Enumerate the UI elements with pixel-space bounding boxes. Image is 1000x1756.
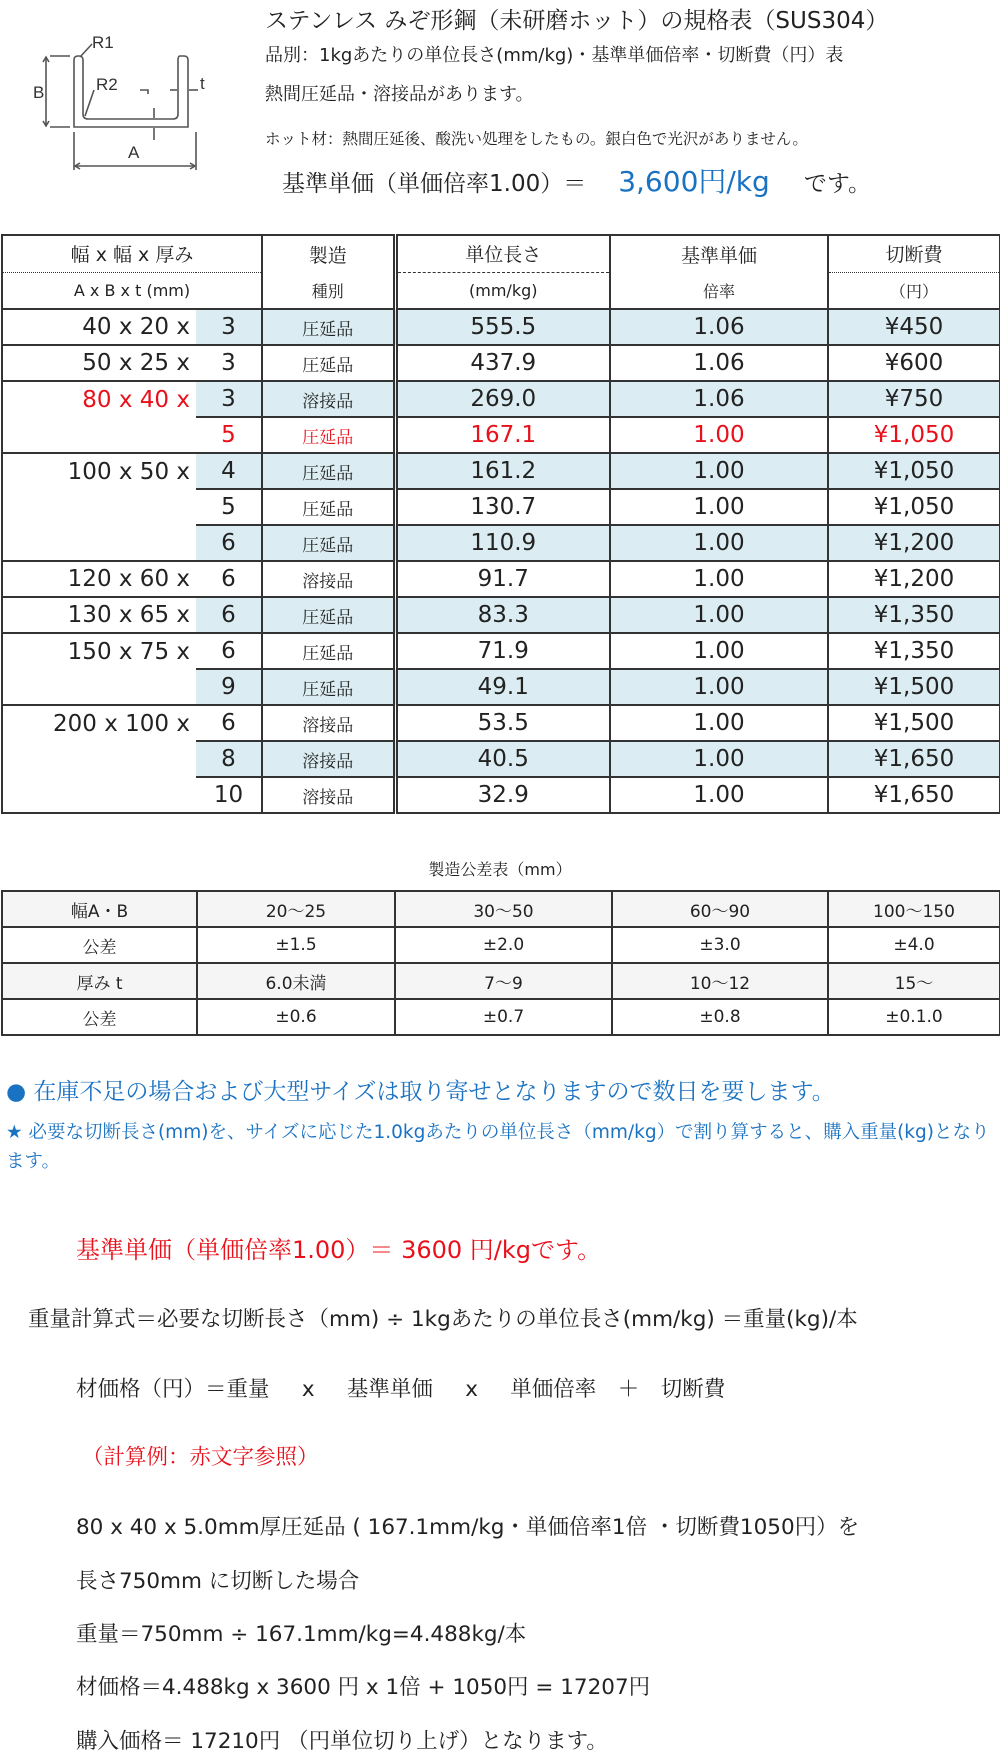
rate-cell: 1.00 — [610, 705, 828, 741]
weight-notice: ★ 必要な切断長さ(mm)を、サイズに応じた1.0kgあたりの単位長さ（mm/kg）で割り算すると、購入重量(kg)となります。 — [6, 1122, 990, 1172]
tolerance-cell: 15〜 — [828, 963, 1000, 999]
length-cell: 40.5 — [395, 741, 610, 777]
thickness-cell: 3 — [196, 381, 262, 417]
table-row-example — [2, 417, 1000, 453]
length-cell: 53.5 — [395, 705, 610, 741]
tolerance-row — [2, 891, 1000, 927]
tolerance-cell: ±0.1.0 — [828, 999, 1000, 1035]
cut-fee-cell: ¥1,350 — [828, 633, 1000, 669]
length-cell: 49.1 — [395, 669, 610, 705]
table-row — [2, 669, 1000, 705]
base-price-label: 基準単価（単価倍率1.00）＝ — [282, 171, 587, 197]
tolerance-table — [1, 890, 1000, 1036]
header-length: 単位長さ — [395, 235, 610, 272]
length-cell: 71.9 — [395, 633, 610, 669]
calc-example-ref: （計算例：赤文字参照） — [82, 1445, 319, 1470]
table-row — [2, 705, 1000, 741]
size-cell — [2, 489, 196, 525]
size-cell: 80 x 40 x — [2, 381, 196, 417]
length-cell: 437.9 — [395, 345, 610, 381]
table-row — [2, 777, 1000, 813]
thickness-cell: 10 — [196, 777, 262, 813]
example-line: 80 x 40 x 5.0mm厚圧延品 ( 167.1mm/kg・単価倍率1倍 ・切断費1050円）を — [76, 1515, 860, 1540]
size-cell: 100 x 50 x — [2, 453, 196, 489]
type-cell: 圧延品 — [262, 309, 395, 345]
tolerance-cell: 60〜90 — [612, 891, 828, 927]
tolerance-cell: ±2.0 — [395, 927, 612, 963]
thickness-cell: 6 — [196, 561, 262, 597]
table-row — [2, 381, 1000, 417]
cut-fee-cell: ¥1,650 — [828, 741, 1000, 777]
tolerance-cell: 6.0未満 — [197, 963, 395, 999]
type-cell: 圧延品 — [262, 489, 395, 525]
svg-text:R2: R2 — [96, 75, 118, 94]
cut-fee-cell: ¥1,050 — [828, 417, 1000, 453]
tolerance-cell: 7〜9 — [395, 963, 612, 999]
spec-header-row-1 — [2, 235, 1000, 272]
rate-cell: 1.00 — [610, 741, 828, 777]
type-cell: 圧延品 — [262, 669, 395, 705]
tolerance-title: 製造公差表（mm） — [428, 860, 572, 879]
tolerance-cell: 20〜25 — [197, 891, 395, 927]
tolerance-cell: 100〜150 — [828, 891, 1000, 927]
cut-fee-cell: ¥1,350 — [828, 597, 1000, 633]
table-row — [2, 597, 1000, 633]
rate-cell: 1.00 — [610, 669, 828, 705]
tolerance-cell: 10〜12 — [612, 963, 828, 999]
tolerance-row — [2, 963, 1000, 999]
table-row — [2, 525, 1000, 561]
product-summary: 品別：1kgあたりの単位長さ(mm/kg)・基準単価倍率・切断費（円）表 — [265, 45, 844, 66]
length-cell: 83.3 — [395, 597, 610, 633]
page-title: ステンレス みぞ形鋼（未研磨ホット）の規格表（SUS304） — [265, 8, 889, 34]
tolerance-row — [2, 927, 1000, 963]
table-row — [2, 453, 1000, 489]
header-cut-unit: （円） — [828, 272, 1000, 309]
calc-base-price: 基準単価（単価倍率1.00）＝ 3600 円/kgです。 — [76, 1236, 602, 1264]
rate-cell: 1.00 — [610, 633, 828, 669]
cut-fee-cell: ¥1,200 — [828, 561, 1000, 597]
length-cell: 32.9 — [395, 777, 610, 813]
cut-fee-cell: ¥1,650 — [828, 777, 1000, 813]
size-cell: 150 x 75 x — [2, 633, 196, 669]
table-row — [2, 489, 1000, 525]
cut-fee-cell: ¥1,050 — [828, 489, 1000, 525]
thickness-cell: 9 — [196, 669, 262, 705]
size-cell: 130 x 65 x — [2, 597, 196, 633]
tolerance-label: 公差 — [2, 999, 197, 1035]
length-cell: 269.0 — [395, 381, 610, 417]
rate-cell: 1.00 — [610, 525, 828, 561]
table-row — [2, 561, 1000, 597]
thickness-cell: 6 — [196, 525, 262, 561]
thickness-cell: 4 — [196, 453, 262, 489]
base-price-value: 3,600円/kg — [618, 165, 770, 198]
header-size: 幅 x 幅 x 厚み — [2, 235, 262, 272]
tolerance-cell: ±0.8 — [612, 999, 828, 1035]
thickness-cell: 3 — [196, 345, 262, 381]
thickness-cell: 5 — [196, 489, 262, 525]
type-cell: 圧延品 — [262, 597, 395, 633]
tolerance-cell: ±0.7 — [395, 999, 612, 1035]
cut-fee-cell: ¥1,050 — [828, 453, 1000, 489]
tolerance-cell: ±1.5 — [197, 927, 395, 963]
cut-fee-cell: ¥1,200 — [828, 525, 1000, 561]
table-row — [2, 309, 1000, 345]
size-cell — [2, 777, 196, 813]
example-line: 重量＝750mm ÷ 167.1mm/kg=4.488kg/本 — [76, 1622, 527, 1647]
type-cell: 圧延品 — [262, 453, 395, 489]
header-length-unit: (mm/kg) — [395, 272, 610, 309]
size-cell — [2, 669, 196, 705]
tolerance-cell: ±0.6 — [197, 999, 395, 1035]
cut-fee-cell: ¥1,500 — [828, 669, 1000, 705]
tolerance-cell: ±4.0 — [828, 927, 1000, 963]
rate-cell: 1.00 — [610, 597, 828, 633]
thickness-cell: 3 — [196, 309, 262, 345]
header-type: 製造 — [262, 235, 395, 272]
base-price-suffix: です。 — [803, 171, 871, 197]
thickness-cell: 6 — [196, 597, 262, 633]
size-cell — [2, 741, 196, 777]
type-cell: 圧延品 — [262, 633, 395, 669]
thickness-cell: 5 — [196, 417, 262, 453]
rate-cell: 1.00 — [610, 777, 828, 813]
tolerance-label: 公差 — [2, 927, 197, 963]
channel-cross-section-diagram — [30, 30, 210, 180]
header-cut: 切断費 — [828, 235, 1000, 272]
tolerance-row — [2, 999, 1000, 1035]
rate-cell: 1.06 — [610, 345, 828, 381]
cut-fee-cell: ¥1,500 — [828, 705, 1000, 741]
size-cell — [2, 525, 196, 561]
spec-table — [1, 234, 1000, 814]
svg-text:B: B — [33, 83, 45, 102]
tolerance-cell: 30〜50 — [395, 891, 612, 927]
rate-cell: 1.00 — [610, 417, 828, 453]
header-rate: 基準単価 — [610, 235, 828, 272]
svg-text:A: A — [128, 143, 140, 162]
header-type-unit: 種別 — [262, 272, 395, 309]
thickness-cell: 6 — [196, 633, 262, 669]
type-cell: 溶接品 — [262, 777, 395, 813]
tolerance-cell: ±3.0 — [612, 927, 828, 963]
example-line: 長さ750mm に切断した場合 — [76, 1569, 360, 1594]
tolerance-label: 幅A・B — [2, 891, 197, 927]
svg-text:R1: R1 — [92, 33, 114, 52]
rate-cell: 1.00 — [610, 489, 828, 525]
svg-text:t: t — [200, 74, 205, 93]
example-line: 購入価格＝ 17210円 （円単位切り上げ）となります。 — [76, 1729, 608, 1754]
header-rate-unit: 倍率 — [610, 272, 828, 309]
thickness-cell: 6 — [196, 705, 262, 741]
type-cell: 圧延品 — [262, 525, 395, 561]
hot-material-note: ホット材：熱間圧延後、酸洗い処理をしたもの。銀白色で光沢がありません。 — [265, 130, 808, 148]
length-cell: 555.5 — [395, 309, 610, 345]
example-line: 材価格＝4.488kg x 3600 円 x 1倍 + 1050円 = 17207円 — [76, 1675, 651, 1700]
table-row — [2, 633, 1000, 669]
rate-cell: 1.00 — [610, 561, 828, 597]
base-price-line — [282, 160, 871, 200]
type-cell: 溶接品 — [262, 561, 395, 597]
product-types: 熱間圧延品・溶接品があります。 — [265, 84, 534, 105]
cut-fee-cell: ¥600 — [828, 345, 1000, 381]
type-cell: 圧延品 — [262, 345, 395, 381]
length-cell: 130.7 — [395, 489, 610, 525]
size-cell: 120 x 60 x — [2, 561, 196, 597]
length-cell: 110.9 — [395, 525, 610, 561]
weight-formula: 重量計算式＝必要な切断長さ（mm) ÷ 1kgあたりの単位長さ(mm/kg) ＝重量(kg)/本 — [28, 1307, 858, 1332]
thickness-cell: 8 — [196, 741, 262, 777]
rate-cell: 1.06 — [610, 309, 828, 345]
type-cell: 溶接品 — [262, 705, 395, 741]
tolerance-label: 厚み t — [2, 963, 197, 999]
table-row — [2, 345, 1000, 381]
cut-fee-cell: ¥750 — [828, 381, 1000, 417]
type-cell: 溶接品 — [262, 741, 395, 777]
rate-cell: 1.06 — [610, 381, 828, 417]
table-row — [2, 741, 1000, 777]
length-cell: 161.2 — [395, 453, 610, 489]
price-formula: 材価格（円）＝重量 x 基準単価 x 単価倍率 ＋ 切断費 — [76, 1377, 726, 1402]
size-cell: 40 x 20 x — [2, 309, 196, 345]
size-cell — [2, 417, 196, 453]
type-cell: 溶接品 — [262, 381, 395, 417]
cut-fee-cell: ¥450 — [828, 309, 1000, 345]
stock-notice: ● 在庫不足の場合および大型サイズは取り寄せとなりますので数日を要します。 — [6, 1079, 835, 1105]
rate-cell: 1.00 — [610, 453, 828, 489]
header-size-unit: A x B x t (mm) — [2, 272, 262, 309]
type-cell: 圧延品 — [262, 417, 395, 453]
length-cell: 167.1 — [395, 417, 610, 453]
length-cell: 91.7 — [395, 561, 610, 597]
size-cell: 200 x 100 x — [2, 705, 196, 741]
spec-header-row-2 — [2, 272, 1000, 309]
size-cell: 50 x 25 x — [2, 345, 196, 381]
